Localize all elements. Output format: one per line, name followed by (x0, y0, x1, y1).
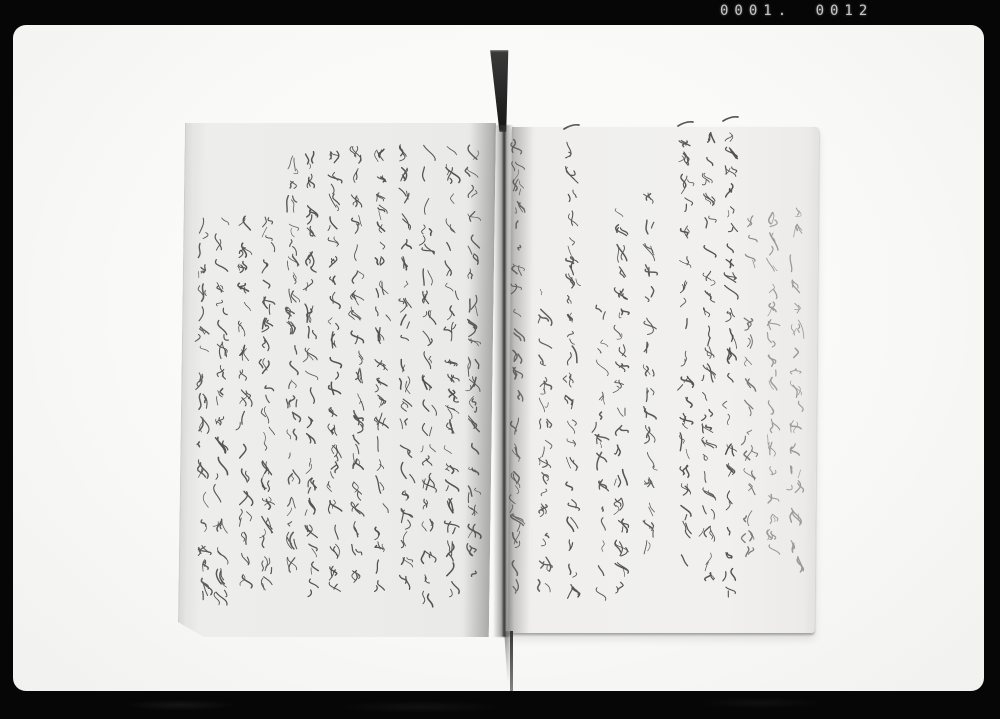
page-stack-fore-edge (178, 123, 203, 637)
film-frame-counter: 0001. 0012 (720, 3, 874, 19)
film-bottom-strip-noise (0, 691, 1000, 719)
manuscript-right-page (508, 127, 819, 633)
photo-area (13, 25, 984, 691)
book-spine-shadow-bottom (497, 631, 510, 683)
book-spine-gap (493, 125, 514, 637)
book-cover-edge-line (510, 631, 513, 691)
book-spine-shadow-top (487, 50, 513, 132)
manuscript-left-page (178, 123, 496, 637)
left-page-gutter-shadow (463, 123, 496, 637)
